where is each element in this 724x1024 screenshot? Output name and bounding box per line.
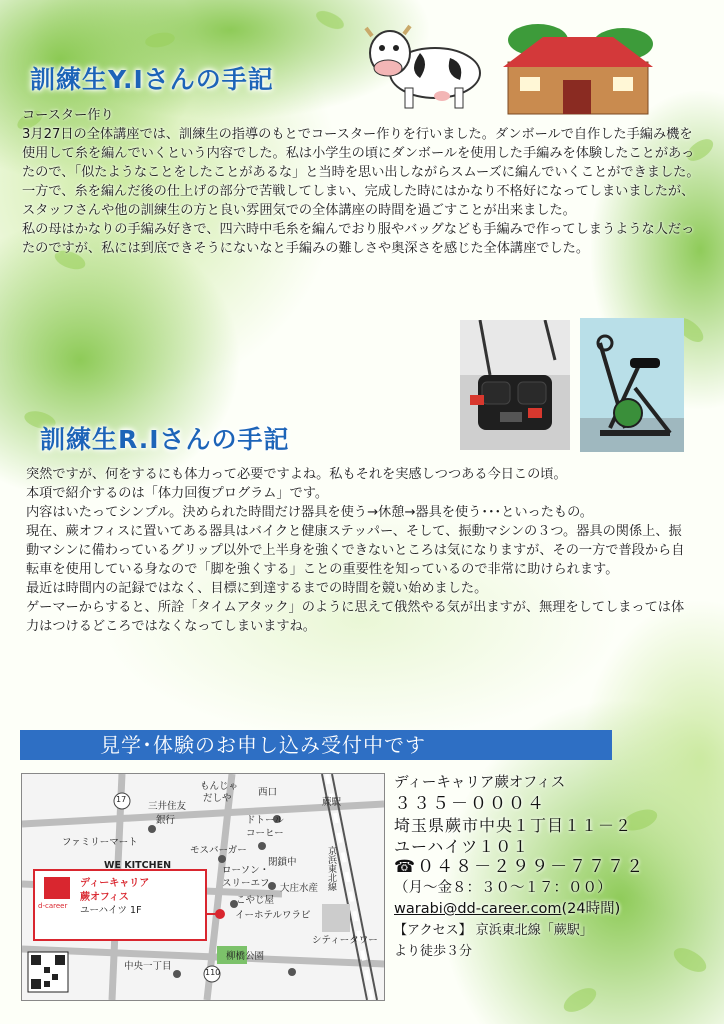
visit-banner: 見学･体験のお申し込み受付中です bbox=[20, 730, 612, 760]
map-label: 柳橋公園 bbox=[226, 951, 265, 962]
section2-paragraph: 内容はいたってシンプル。決められた時間だけ器具を使う→休憩→器具を使う･･･といったもの。 bbox=[26, 505, 593, 520]
dcareer-logo: d-career bbox=[38, 902, 68, 910]
office-name: 蕨オフィス bbox=[80, 892, 129, 903]
address-line2: ユーハイツ１０１ bbox=[394, 837, 530, 856]
email-link[interactable]: warabi@dd-career.com bbox=[394, 901, 562, 917]
section1-paragraph: コースター作り bbox=[22, 108, 114, 123]
section1-paragraph: 私の母はかなりの手編み好きで、四六時中毛糸を編んでおり服やバッグなども手編みで作ってしまうような人だったのですが、私には到底できそうにないなと手編みの難しさや奥深さを感じた全体講座でした。 bbox=[22, 222, 695, 256]
map-label: もんじゃ bbox=[200, 781, 239, 792]
map-label: 京浜東北線 bbox=[326, 846, 336, 891]
stepper-photo bbox=[460, 320, 570, 450]
address-line1: 埼玉県蕨市中央１丁目１１－２ bbox=[394, 816, 633, 835]
section2-body bbox=[26, 465, 690, 636]
map-label: 三井住友 bbox=[148, 801, 187, 812]
company-name: ディーキャリア蕨オフィス bbox=[394, 775, 566, 791]
route-sign: 17 bbox=[116, 795, 127, 804]
section1-body bbox=[22, 106, 704, 258]
office-floor: ユーハイツ 1F bbox=[80, 905, 142, 916]
map-label: ローソン・ bbox=[222, 865, 270, 876]
contact-info bbox=[394, 773, 674, 962]
map-label: 大庄水産 bbox=[280, 883, 319, 894]
section1-heading: 訓練生Y.Iさんの手記 bbox=[30, 65, 274, 94]
map-label: 閉鎖中 bbox=[268, 857, 297, 868]
office-hours: （月～金８：３０～１７：００） bbox=[394, 880, 612, 896]
postal-code: ３３５－０００４ bbox=[394, 794, 546, 814]
email-note: (24時間) bbox=[561, 901, 621, 917]
section2-paragraph: ゲーマーからすると、所詮「タイムアタック」のように思えて俄然やる気が出ますが、無理をしてしまっては体力はつけるどころではなくなってしまいますね。 bbox=[26, 600, 685, 634]
office-name: ディーキャリア bbox=[80, 878, 150, 889]
access-line2: より徒歩３分 bbox=[394, 944, 473, 959]
map-label: ファミリーマート bbox=[62, 837, 138, 848]
barn-illustration bbox=[498, 22, 658, 117]
access-map bbox=[21, 773, 385, 1001]
cow-illustration bbox=[360, 18, 490, 113]
map-label: モスバーガー bbox=[190, 845, 247, 856]
route-sign: 110 bbox=[205, 968, 221, 977]
map-label: だしや bbox=[203, 793, 232, 804]
map-label: 蕨駅 bbox=[322, 797, 342, 808]
map-label: WE KITCHEN bbox=[104, 860, 172, 871]
section2-paragraph: 最近は時間内の記録ではなく、目標に到達するまでの時間を競い始めました。 bbox=[26, 581, 488, 596]
map-label: ドトール bbox=[246, 815, 284, 826]
map-label: イーホテルワラビ bbox=[235, 910, 311, 921]
map-label: 銀行 bbox=[156, 815, 176, 826]
section2-heading: 訓練生R.Iさんの手記 bbox=[40, 425, 290, 454]
section1-paragraph: 3月27日の全体講座では、訓練生の指導のもとでコースター作りを行いました。ダンボールで自作した手編み機を使用して糸を編んでいくという内容でした。私は小学生の頃にダンボールを使用した手編みを体験したことがあったので、「似たようなことをしたことがあるな」と当時を思い出しながらスムーズに編んでいくことができました。一方で、糸を編んだ後の仕上げの部分で苦戦してしまい、完成した時にはかなり不格好になってしまいましたが、スタッフさんや他の訓練生の方と良い雰囲気での全体講座の時間を過ごすことが出来ました。 bbox=[22, 127, 700, 218]
map-label: コーヒー bbox=[246, 828, 284, 839]
section2-paragraph: 突然ですが、何をするにも体力って必要ですよね。私もそれを実感しつつある今日この頃。 bbox=[26, 467, 567, 482]
access-line1: 【アクセス】 京浜東北線「蕨駅」 bbox=[394, 923, 593, 938]
map-label: こやじ屋 bbox=[236, 895, 275, 906]
section2-paragraph: 本項で紹介するのは「体力回復プログラム」です。 bbox=[26, 486, 329, 501]
map-label: シティータワー bbox=[312, 935, 378, 946]
map-label: 中央一丁目 bbox=[124, 961, 172, 972]
phone-number[interactable]: ☎０４８－２９９－７７７２ bbox=[394, 857, 646, 877]
map-label: スリーエフ bbox=[222, 878, 270, 889]
section2-paragraph: 現在、蕨オフィスに置いてある器具はバイクと健康ステッパー、そして、振動マシンの３つ。器具の関係上、振動マシンに備わっているグリップ以外で上半身を強くできないところは気になりますが、その一方で普段から自転車を使用している身なので「脚を強くする」ことの重要性を知っているので非常に助けられます。 bbox=[26, 524, 685, 577]
exercise-bike-photo bbox=[580, 318, 684, 452]
map-label: 西口 bbox=[258, 787, 278, 798]
